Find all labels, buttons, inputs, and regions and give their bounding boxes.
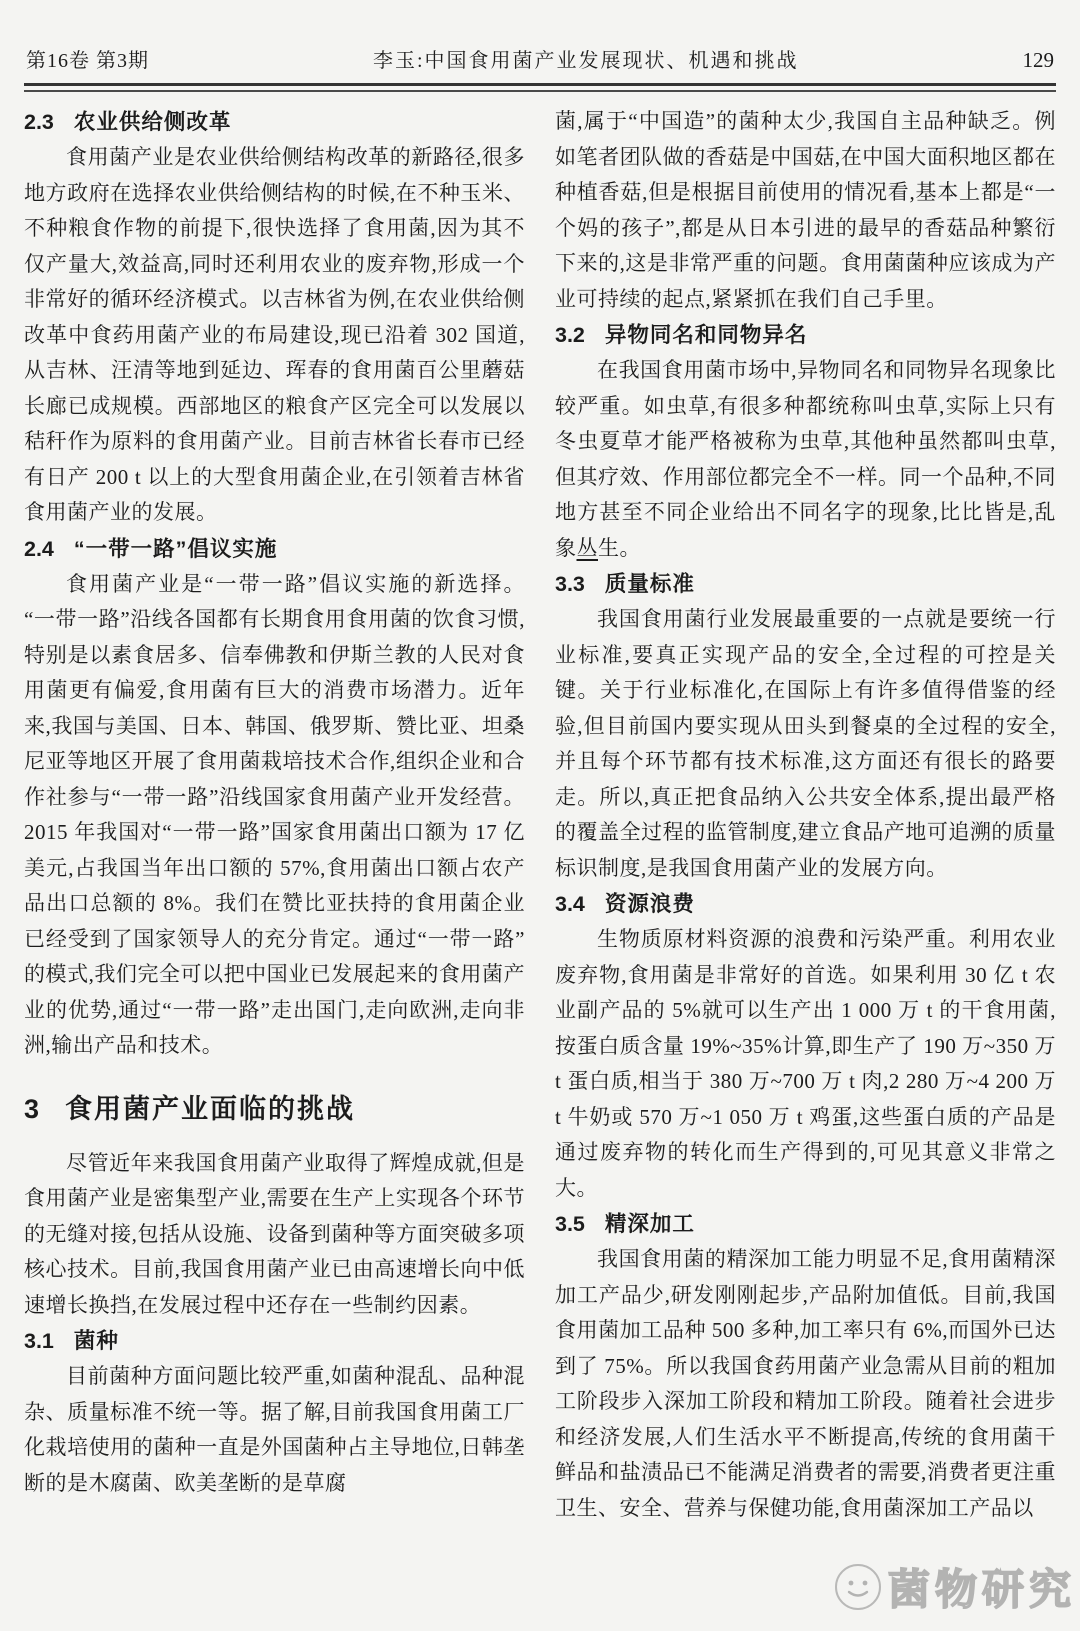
article-body bbox=[0, 92, 1080, 1526]
paragraph-3-1-continued: 菌,属于“中国造”的菌种太少,我国自主品种缺乏。例如笔者团队做的香菇是中国菇,在中国大面积地区都在种植香菇,但是根据目前使用的情况看,基本上都是“一个妈的孩子”,都是从日本引进的最早的香菇品种繁衍下来的,这是非常严重的问题。食用菌菌种应该成为产业可持续的起点,紧紧抓在我们自己手里。 bbox=[555, 109, 1056, 311]
running-title: 李玉:中国食用菌产业发展现状、机遇和挑战 bbox=[372, 50, 799, 72]
header-double-rule bbox=[24, 83, 1056, 92]
page-number: 129 bbox=[1022, 48, 1054, 72]
page-header bbox=[0, 0, 1080, 83]
section-number: 3.4 bbox=[555, 892, 585, 916]
paragraph-3-1: 目前菌种方面问题比较严重,如菌种混乱、品种混杂、质量标准不统一等。据了解,目前我国食用菌工厂化栽培使用的菌种一直是外国菌种占主导地位,日韩垄断的是木腐菌、欧美垄断的是草腐 bbox=[24, 1364, 525, 1495]
section-number: 3.5 bbox=[555, 1212, 585, 1236]
paragraph-3-2 bbox=[555, 353, 1056, 566]
section-number: 3.1 bbox=[24, 1329, 54, 1353]
section-heading-2-4 bbox=[24, 531, 525, 567]
section-heading-3-2 bbox=[555, 317, 1056, 353]
section-number: 2.4 bbox=[24, 536, 54, 561]
paragraph-3-4: 生物质原材料资源的浪费和污染严重。利用农业废弃物,食用菌是非常好的首选。如果利用 30 亿 t 农业副产品的 5%就可以生产出 1 000 万 t 的干食用菌,按蛋白质含量 19%~35%计算,即生产了 190 万~350 万 t 蛋白质,相当于 380 万~700 万 t 肉,2 280 万~4 200 万 t 牛奶或 570 万~1 050 万 t 鸡蛋,这些蛋白质的产品是通过废弃物的转化而生产得到的,可见其意义非常之大。 bbox=[555, 927, 1056, 1200]
right-column bbox=[555, 104, 1056, 1526]
section-heading-2-3 bbox=[24, 104, 525, 140]
section-title: 资源浪费 bbox=[604, 892, 695, 916]
paragraph-3: 尽管近年来我国食用菌产业取得了辉煌成就,但是食用菌产业是密集型产业,需要在生产上实现各个环节的无缝对接,包括从设施、设备到菌种等方面突破多项核心技术。目前,我国食用菌产业已由高速增长向中低速增长换挡,在发展过程中还存在一些制约因素。 bbox=[24, 1150, 525, 1317]
section-title: 农业供给侧改革 bbox=[73, 110, 232, 134]
paragraph-3-5: 我国食用菌的精深加工能力明显不足,食用菌精深加工产品少,研发刚刚起步,产品附加值低。目前,我国食用菌加工品种 500 多种,加工率只有 6%,而国外已达到了 75%。所以我国食药用菌产业急需从目前的粗加工阶段步入深加工阶段和精加工阶段。随着社会进步和经济发展,人们生活水平不断提高,传统的食用菌干鲜品和盐渍品已不能满足消费者的需要,消费者更注重卫生、安全、营养与保健功能,食用菌深加工产品以 bbox=[555, 1247, 1056, 1520]
section-title: 食用菌产业面临的挑战 bbox=[65, 1093, 356, 1124]
section-heading-3-1 bbox=[24, 1323, 525, 1359]
paragraph-2-4: 食用菌产业是“一带一路”倡议实施的新选择。“一带一路”沿线各国都有长期食用食用菌的饮食习惯,特别是以素食居多、信奉佛教和伊斯兰教的人民对食用菌更有偏爱,食用菌有巨大的消费市场潜力。近年来,我国与美国、日本、韩国、俄罗斯、赞比亚、坦桑尼亚等地区开展了食用菌栽培技术合作,组织企业和合作社参与“一带一路”沿线国家食用菌产业开发经营。2015 年我国对“一带一路”国家食用菌出口额为 17 亿美元,占我国当年出口额的 57%,食用菌出口额占农产品出口总额的 8%。我们在赞比亚扶持的食用菌企业已经受到了国家领导人的充分肯定。通过“一带一路”的模式,我们完全可以把中国业已发展起来的食用菌产业的优势,通过“一带一路”走出国门,走向欧洲,走向非洲,输出产品和技术。 bbox=[24, 571, 525, 1057]
section-title: 质量标准 bbox=[604, 572, 695, 596]
watermark-text: 菌物研究 bbox=[887, 1566, 1076, 1613]
section-number: 3.2 bbox=[555, 323, 585, 347]
paragraph-3-2-end: 生。 bbox=[598, 535, 641, 560]
paragraph-2-3: 食用菌产业是农业供给侧结构改革的新路径,很多地方政府在选择农业供给侧结构的时候,在不种玉米、不种粮食作物的前提下,很快选择了食用菌,因为其不仅产量大,效益高,同时还利用农业的废弃物,形成一个非常好的循环经济模式。以吉林省为例,在农业供给侧改革中食药用菌产业的布局建设,现已沿着 302 国道,从吉林、汪清等地到延边、珲春的食用菌百公里蘑菇长廊已成规模。西部地区的粮食产区完全可以发展以秸秆作为原料的食用菌产业。目前吉林省长春市已经有日产 200 t 以上的大型食用菌企业,在引领着吉林省食用菌产业的发展。 bbox=[24, 145, 525, 524]
section-title: 异物同名和同物异名 bbox=[604, 323, 808, 347]
section-heading-3-5 bbox=[555, 1206, 1056, 1242]
section-title: 菌种 bbox=[73, 1329, 119, 1353]
section-title: 精深加工 bbox=[604, 1212, 695, 1236]
paragraph-3-3: 我国食用菌行业发展最重要的一点就是要统一行业标准,要真正实现产品的安全,全过程的可控是关键。关于行业标准化,在国际上有许多值得借鉴的经验,但目前国内要实现从田头到餐桌的全过程的安全,并且每个环节都有技术标准,这方面还有很长的路要走。所以,真正把食品纳入公共安全体系,提出最严格的覆盖全过程的监管制度,建立食品产地可追溯的质量标识制度,是我国食用菌产业的发展方向。 bbox=[555, 607, 1056, 880]
section-number: 2.3 bbox=[24, 110, 54, 134]
underlined-character: 丛 bbox=[576, 535, 598, 560]
mushroom-smiley-logo-icon bbox=[832, 1561, 884, 1613]
volume-issue: 第16卷 第3期 bbox=[26, 50, 149, 72]
section-heading-3-3 bbox=[555, 566, 1056, 602]
paragraph-3-2-text: 在我国食用菌市场中,异物同名和同物异名现象比较严重。如虫草,有很多种都统称叫虫草,实际上只有冬虫夏草才能严格被称为虫草,其他种虽然都叫虫草,但其疗效、作用部位都完全不一样。同一个品种,不同地方甚至不同企业给出不同名字的现象,比比皆是,乱象 bbox=[555, 358, 1056, 560]
section-heading-3-4 bbox=[555, 886, 1056, 922]
section-heading-3 bbox=[24, 1090, 525, 1128]
section-number: 3 bbox=[24, 1093, 40, 1124]
watermark bbox=[832, 1557, 1076, 1617]
left-column bbox=[24, 104, 525, 1526]
section-title: “一带一路”倡议实施 bbox=[73, 536, 278, 561]
section-number: 3.3 bbox=[555, 572, 585, 596]
